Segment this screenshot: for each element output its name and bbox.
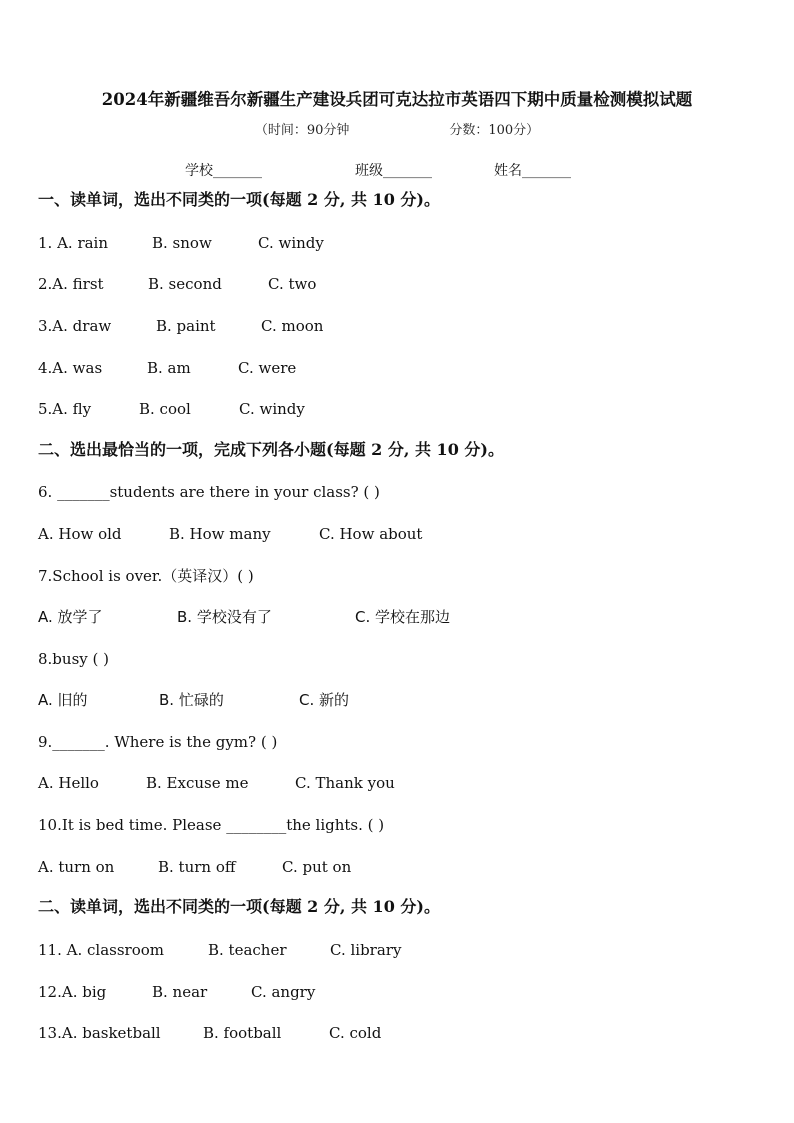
section-heading-1: 一、读单词，选出不同类的一项(每题 2 分, 共 10 分)。 <box>38 190 440 209</box>
section-heading-3: 二、读单词，选出不同类的一项(每题 2 分, 共 10 分)。 <box>38 897 440 916</box>
option-b: B. 忙碌的 <box>159 691 224 709</box>
option-a: A. 旧的 <box>38 691 88 709</box>
option-b: B. teacher <box>208 941 287 959</box>
option-c: C. angry <box>251 983 316 1001</box>
question-12 <box>38 982 315 1002</box>
school-field: 学校_______ <box>185 163 262 179</box>
option-a: A. How old <box>38 525 122 543</box>
option-c: C. library <box>330 941 402 959</box>
section-heading-2: 二、选出最恰当的一项，完成下列各小题(每题 2 分, 共 10 分)。 <box>38 440 504 459</box>
class-field: 班级_______ <box>355 163 432 179</box>
option-c: C. 学校在那边 <box>355 608 451 626</box>
question-10: 10.It is bed time. Please ________the lights. ( ) <box>38 816 385 834</box>
question-6: 6. _______students are there in your class? ( ) <box>38 483 380 501</box>
option-a: 2.A. first <box>38 275 104 293</box>
question-11 <box>38 940 401 960</box>
option-a: 12.A. big <box>38 983 107 1001</box>
student-info <box>185 160 571 180</box>
option-b: B. cool <box>139 400 191 418</box>
question-8-options <box>38 690 349 710</box>
question-3 <box>38 316 323 336</box>
question-5 <box>38 399 305 419</box>
option-a: 13.A. basketball <box>38 1024 161 1042</box>
option-b: B. near <box>152 983 208 1001</box>
question-7-options <box>38 607 450 627</box>
question-8: 8.busy ( ) <box>38 650 109 668</box>
page-title: 2024年新疆维吾尔新疆生产建设兵团可克达拉市英语四下期中质量检测模拟试题 <box>101 90 693 109</box>
option-b: B. football <box>203 1024 282 1042</box>
option-c: C. Thank you <box>295 774 395 792</box>
question-2 <box>38 274 316 294</box>
option-c: C. windy <box>239 400 305 418</box>
option-b: B. Excuse me <box>146 774 249 792</box>
option-a: 3.A. draw <box>38 317 112 335</box>
option-c: C. How about <box>319 525 423 543</box>
time-limit: （时间：90分钟 <box>254 123 350 138</box>
question-4 <box>38 358 296 378</box>
option-c: C. 新的 <box>299 691 350 709</box>
option-a: 1. A. rain <box>38 234 109 252</box>
option-b: B. 学校没有了 <box>177 608 272 626</box>
option-c: C. cold <box>329 1024 382 1042</box>
option-a: 4.A. was <box>38 359 103 377</box>
option-c: C. windy <box>258 234 324 252</box>
question-9: 9._______. Where is the gym? ( ) <box>38 733 278 751</box>
option-c: C. put on <box>282 858 352 876</box>
total-score: 分数：100分） <box>449 123 540 138</box>
option-a: 5.A. fly <box>38 400 92 418</box>
option-a: A. Hello <box>38 774 99 792</box>
option-a: A. turn on <box>38 858 115 876</box>
option-b: B. paint <box>156 317 216 335</box>
question-9-options <box>38 773 395 793</box>
question-10-options <box>38 857 351 877</box>
option-c: C. moon <box>261 317 324 335</box>
option-a: A. 放学了 <box>38 608 103 626</box>
option-b: B. am <box>147 359 191 377</box>
question-13 <box>38 1023 381 1043</box>
option-c: C. two <box>268 275 317 293</box>
name-field: 姓名_______ <box>494 163 571 179</box>
exam-meta <box>0 119 794 138</box>
option-b: B. turn off <box>158 858 236 876</box>
question-6-options <box>38 524 422 544</box>
question-7: 7.School is over.（英译汉）( ) <box>38 567 254 585</box>
question-1 <box>38 233 324 253</box>
option-b: B. How many <box>169 525 271 543</box>
option-a: 11. A. classroom <box>38 941 164 959</box>
option-c: C. were <box>238 359 297 377</box>
option-b: B. snow <box>152 234 212 252</box>
option-b: B. second <box>148 275 222 293</box>
